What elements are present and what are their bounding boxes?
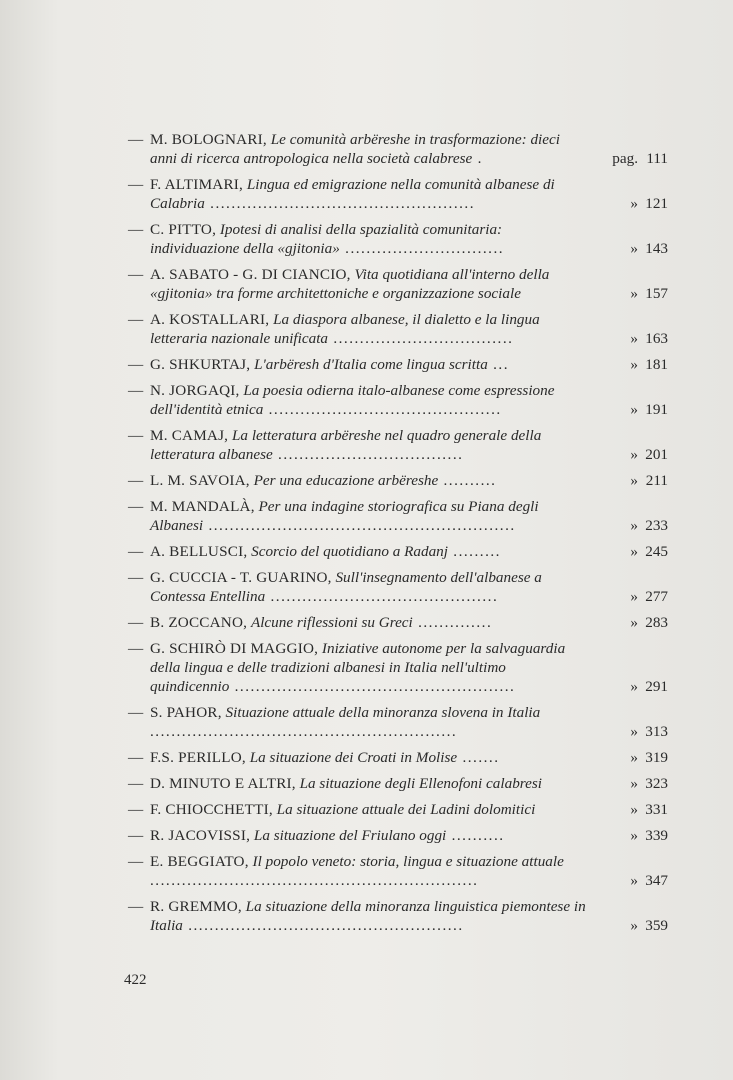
toc-entry (128, 175, 668, 213)
toc-entry (128, 381, 668, 419)
entry-title: Il popolo veneto: storia, lingua e situazione attuale (252, 853, 564, 870)
entry-dash: — (128, 382, 144, 399)
leader-dots: .................................. (328, 330, 514, 347)
page-prefix: » (630, 775, 638, 792)
entry-author: A. SABATO - G. DI CIANCIO, (150, 266, 351, 283)
page-number: 339 (645, 827, 668, 844)
entry-text (150, 220, 588, 258)
page-prefix: » (630, 588, 638, 605)
entry-title: La situazione del Friulano oggi (253, 827, 447, 844)
page-number: 191 (645, 401, 668, 418)
toc-entry (128, 800, 668, 819)
entry-title: La letteratura arbëreshe nel quadro generale della letteratura albanese (150, 427, 542, 463)
entry-title: Scorcio del quotidiano a Radanj (251, 543, 448, 560)
entry-dash: — (128, 704, 144, 721)
page-prefix: » (630, 749, 638, 766)
leader-dots: .............................................................. (150, 872, 479, 889)
page-number: 323 (645, 775, 668, 792)
table-of-contents (128, 130, 668, 935)
entry-text (150, 800, 588, 819)
entry-author: S. PAHOR, (150, 704, 222, 721)
entry-author: M. MANDALÀ, (150, 498, 255, 515)
toc-entry (128, 355, 668, 374)
toc-entry (128, 703, 668, 741)
entry-text (150, 355, 588, 374)
entry-text (150, 175, 588, 213)
toc-entry (128, 265, 668, 303)
page-prefix: » (630, 240, 638, 257)
leader-dots: .......................................................... (150, 723, 458, 740)
page-prefix: » (630, 517, 638, 534)
toc-entry (128, 639, 668, 696)
entry-text (150, 703, 588, 741)
toc-entry (128, 497, 668, 535)
entry-author: G. CUCCIA - T. GUARINO, (150, 569, 332, 586)
entry-text (150, 826, 588, 845)
entry-text (150, 265, 588, 303)
leader-dots: .......................................................... (203, 517, 516, 534)
entry-dash: — (128, 614, 144, 631)
entry-text (150, 639, 588, 696)
page-number: 313 (645, 723, 668, 740)
entry-dash: — (128, 221, 144, 238)
entry-text (150, 542, 588, 561)
entry-author: F.S. PERILLO, (150, 749, 246, 766)
page-number: 277 (645, 588, 668, 605)
page-number: 291 (645, 678, 668, 695)
leader-dots: .......... (438, 472, 497, 489)
toc-entry (128, 748, 668, 767)
page-number: 319 (645, 749, 668, 766)
entry-title: La poesia odierna italo-albanese come espressione dell'identità etnica (150, 382, 555, 418)
entry-text (150, 568, 588, 606)
toc-entry (128, 826, 668, 845)
page-prefix: » (630, 801, 638, 818)
toc-entry (128, 852, 668, 890)
entry-dash: — (128, 498, 144, 515)
page-number: 143 (645, 240, 668, 257)
page-folio: 422 (124, 972, 147, 988)
entry-title: Lingua ed emigrazione nella comunità albanese di Calabria (150, 176, 555, 212)
page-prefix: » (630, 723, 638, 740)
entry-text (150, 471, 588, 490)
entry-text (150, 748, 588, 767)
entry-dash: — (128, 131, 144, 148)
entry-title: La situazione degli Ellenofoni calabresi (299, 775, 542, 792)
toc-entry (128, 613, 668, 632)
page-number: 233 (645, 517, 668, 534)
entry-author: M. BOLOGNARI, (150, 131, 267, 148)
page-prefix: » (630, 472, 638, 489)
entry-text (150, 497, 588, 535)
entry-title: Iniziative autonome per la salvaguardia della lingua e delle tradizioni albanesi in Italia nell'ultimo quindicennio (150, 640, 566, 695)
entry-author: R. GREMMO, (150, 898, 242, 915)
entry-dash: — (128, 427, 144, 444)
entry-dash: — (128, 749, 144, 766)
page-prefix: » (630, 543, 638, 560)
entry-dash: — (128, 775, 144, 792)
entry-title: Per una indagine storiografica su Piana degli Albanesi (150, 498, 539, 534)
toc-entry (128, 774, 668, 793)
page-number: 359 (645, 917, 668, 934)
page-prefix: » (630, 827, 638, 844)
entry-text (150, 613, 588, 632)
entry-author: R. JACOVISSI, (150, 827, 251, 844)
page-number: 331 (645, 801, 668, 818)
leader-dots: .................................................. (204, 195, 475, 212)
entry-author: A. KOSTALLARI, (150, 311, 270, 328)
entry-author: C. PITTO, (150, 221, 217, 238)
leader-dots: .............................. (339, 240, 505, 257)
page-prefix: » (630, 195, 638, 212)
entry-dash: — (128, 266, 144, 283)
entry-title: Ipotesi di analisi della spazialità comunitaria: individuazione della «gjitonia» (150, 221, 503, 257)
entry-text (150, 426, 588, 464)
page-prefix: » (630, 285, 638, 302)
entry-text (150, 381, 588, 419)
leader-dots: . (472, 150, 483, 167)
page-number: 283 (645, 614, 668, 631)
toc-entry (128, 220, 668, 258)
entry-title: Per una educazione arbëreshe (253, 472, 439, 489)
entry-title: La situazione dei Croati in Molise (249, 749, 458, 766)
toc-entry (128, 897, 668, 935)
leader-dots: ............................................ (263, 401, 502, 418)
entry-dash: — (128, 311, 144, 328)
leader-dots: ........................................... (265, 588, 499, 605)
entry-title: L'arbëresh d'Italia come lingua scritta (254, 356, 488, 373)
entry-author: N. JORGAQI, (150, 382, 240, 399)
leader-dots: ................................... (272, 446, 464, 463)
entry-text (150, 310, 588, 348)
entry-title: Alcune riflessioni su Greci (250, 614, 413, 631)
leader-dots: ....... (457, 749, 500, 766)
toc-entry (128, 130, 668, 168)
entry-text (150, 130, 588, 168)
page-number: 347 (645, 872, 668, 889)
entry-author: B. ZOCCANO, (150, 614, 248, 631)
page-number: 157 (645, 285, 668, 302)
entry-title: La situazione della minoranza linguistica piemontese in Italia (150, 898, 586, 934)
page-prefix: » (630, 872, 638, 889)
toc-entry (128, 426, 668, 464)
entry-author: F. ALTIMARI, (150, 176, 244, 193)
leader-dots: ......... (447, 543, 501, 560)
page-number: 211 (645, 472, 668, 489)
page-prefix: » (630, 356, 638, 373)
page-prefix: » (630, 678, 638, 695)
page-number: 245 (645, 543, 668, 560)
page-prefix: » (630, 446, 638, 463)
entry-dash: — (128, 569, 144, 586)
entry-author: M. CAMAJ, (150, 427, 229, 444)
entry-dash: — (128, 640, 144, 657)
entry-dash: — (128, 801, 144, 818)
entry-dash: — (128, 356, 144, 373)
entry-title: La situazione attuale dei Ladini dolomitici (276, 801, 536, 818)
entry-dash: — (128, 827, 144, 844)
page-number: 111 (646, 150, 668, 167)
entry-title: Le comunità arbëreshe in trasformazione: dieci anni di ricerca antropologica nella società calabrese (150, 131, 560, 167)
entry-dash: — (128, 853, 144, 870)
page-prefix: » (630, 614, 638, 631)
entry-dash: — (128, 472, 144, 489)
leader-dots: ... (487, 356, 509, 373)
entry-dash: — (128, 898, 144, 915)
entry-text (150, 852, 588, 890)
leader-dots: .................................................... (182, 917, 464, 934)
leader-dots: ..................................................... (229, 678, 516, 695)
page-prefix: » (630, 330, 638, 347)
leader-dots: .............. (412, 614, 493, 631)
entry-author: G. SCHIRÒ DI MAGGIO, (150, 640, 319, 657)
page-number: 181 (645, 356, 668, 373)
toc-entry (128, 568, 668, 606)
page-prefix: pag. (612, 150, 638, 167)
entry-author: G. SHKURTAJ, (150, 356, 251, 373)
toc-entry (128, 542, 668, 561)
entry-title: Sull'insegnamento dell'albanese a Contessa Entellina (150, 569, 542, 605)
entry-author: D. MINUTO E ALTRI, (150, 775, 296, 792)
entry-text (150, 897, 588, 935)
entry-author: E. BEGGIATO, (150, 853, 249, 870)
entry-author: A. BELLUSCI, (150, 543, 248, 560)
page-prefix: » (630, 917, 638, 934)
page-number: 163 (645, 330, 668, 347)
toc-entry (128, 471, 668, 490)
entry-dash: — (128, 543, 144, 560)
entry-title: La diaspora albanese, il dialetto e la lingua letteraria nazionale unificata (150, 311, 540, 347)
page-number: 201 (645, 446, 668, 463)
page-number: 121 (645, 195, 668, 212)
toc-entry (128, 310, 668, 348)
entry-dash: — (128, 176, 144, 193)
entry-title: Vita quotidiana all'interno della «gjitonia» tra forme architettoniche e organizzazione sociale (150, 266, 550, 302)
entry-author: L. M. SAVOIA, (150, 472, 250, 489)
entry-author: F. CHIOCCHETTI, (150, 801, 273, 818)
entry-text (150, 774, 588, 793)
leader-dots: .......... (446, 827, 505, 844)
page-prefix: » (630, 401, 638, 418)
entry-title: Situazione attuale della minoranza slovena in Italia (225, 704, 541, 721)
